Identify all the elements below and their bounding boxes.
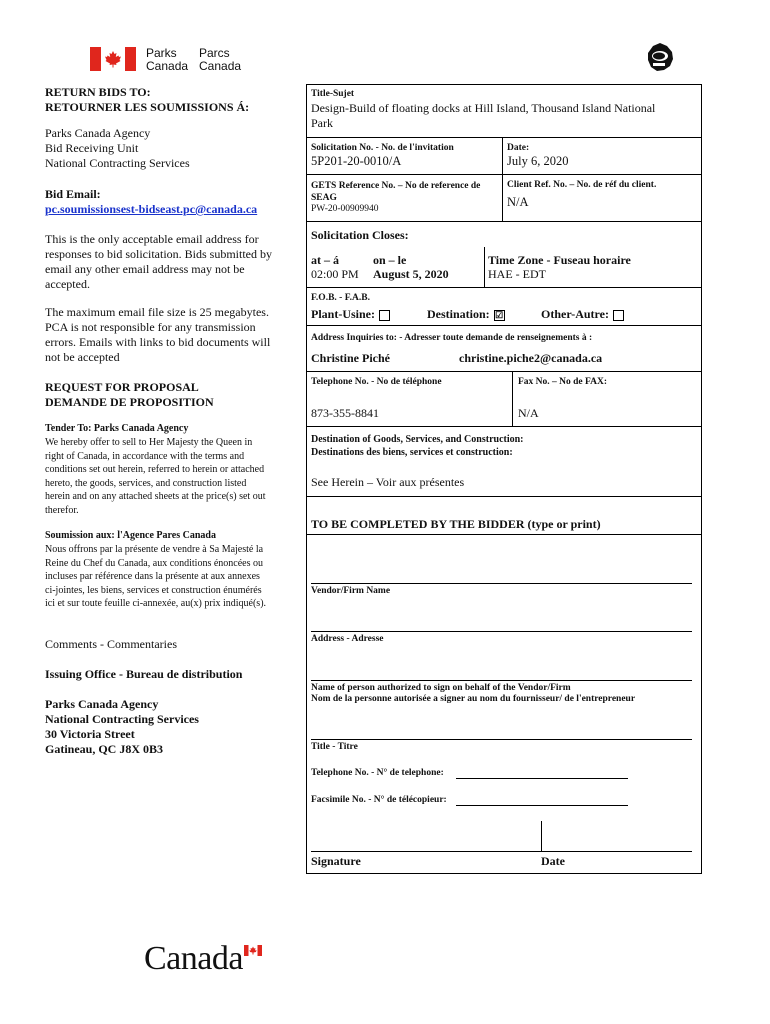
gets-label: GETS Reference No. – No de reference de SEAG (311, 181, 481, 203)
project-title: Design-Build of floating docks at Hill Island, Thousand Island National Park (311, 101, 656, 130)
fob-label: F.O.B. - F.A.B. (311, 293, 370, 303)
other-option: Other-Autre: (541, 307, 624, 322)
date-field[interactable] (543, 821, 691, 849)
title-label: Title-Sujet (311, 89, 355, 99)
bid-email-label: Bid Email: (45, 187, 101, 201)
beaver-emblem-icon (645, 42, 675, 72)
gets-value: PW-20-00909940 (311, 204, 379, 214)
bid-email-link[interactable]: pc.soumissionsest-bidseast.pc@canada.ca (45, 202, 258, 216)
canada-wordmark: Canada (144, 940, 243, 977)
soumission-title: Soumission aux: l'Agence Pares Canada (45, 530, 216, 541)
file-size-note: The maximum email file size is 25 megabytes. PCA is not responsible for any transmission errors. Emails with links to bid documents will not be accepted (45, 305, 271, 364)
email-note: This is the only acceptable email address for responses to bid solicitation. Bids submitted by email any other email address may not be accepted. (45, 232, 272, 291)
tender-title: Tender To: Parks Canada Agency (45, 423, 189, 434)
see-herein: See Herein – Voir aux présentes (311, 475, 465, 489)
telephone-label: Telephone No. - No de téléphone (311, 377, 442, 387)
fax-value: N/A (518, 406, 539, 420)
plant-option: Plant-Usine: (311, 307, 390, 322)
destination-option: Destination: ☑ (427, 307, 504, 321)
return-bids-heading: RETURN BIDS TO: RETOURNER LES SOUMISSIONS Á: (45, 85, 250, 114)
issuing-office-address: Parks Canada Agency National Contracting Services 30 Victoria Street Gatineau, QC J8X 0B3 (45, 697, 199, 756)
destination-checkbox[interactable]: ☑ (495, 309, 504, 320)
telephone-value: 873-355-8841 (311, 406, 379, 420)
contact-email[interactable]: christine.piche2@canada.ca (459, 351, 603, 365)
vendor-name-label: Vendor/Firm Name (311, 586, 391, 596)
address-label: Address - Adresse (311, 634, 384, 644)
tender-text: We hereby offer to sell to Her Majesty the Queen in right of Canada, in accordance with the terms and conditions set out herein, referred to herein or attached hereto, the goods, services, and construction listed herein and on any attached sheets at the price(s) set out therefor. (45, 437, 266, 516)
on-value: August 5, 2020 (373, 267, 449, 281)
vendor-name-field[interactable] (311, 555, 692, 581)
telephone-field[interactable] (456, 763, 628, 778)
solicitation-no: 5P201-20-0010/A (311, 154, 402, 168)
soumission-text: Nous offrons par la présente de vendre à Sa Majesté la Reine du Chef du Canada, aux conditions énoncées ou incluses par référence dans la présente at aux annexes ci-jointes, les biens, services et construction énumérés ici et sur toute feuille ci-annexée, au(x) prix indiqué(s). (45, 544, 267, 609)
authorized-person-label: Name of person authorized to sign on behalf of the Vendor/Firm Nom de la personne autorisée a signer au nom du fournisseur/ de l'entrepreneur (311, 683, 636, 704)
brand-fr: Parcs Canada (199, 46, 242, 73)
on-label: on – le (373, 253, 407, 267)
signature-field[interactable] (311, 821, 539, 849)
signature-date-label: Date (541, 854, 565, 868)
issuing-office-label: Issuing Office - Bureau de distribution (45, 667, 243, 681)
comments-label: Comments - Commentaries (45, 637, 177, 651)
fax-label: Fax No. – No de FAX: (518, 377, 608, 387)
facsimile-field-label: Facsimile No. - N° de télécopieur: (311, 795, 447, 805)
wordmark-flag-icon (244, 945, 262, 956)
plant-checkbox[interactable] (379, 310, 390, 321)
other-checkbox[interactable] (613, 310, 624, 321)
at-label: at – á (311, 253, 339, 267)
solicitation-no-label: Solicitation No. - No. de l'invitation (311, 143, 454, 153)
inquiries-label: Address Inquiries to: - Adresser toute demande de renseignements à : (311, 333, 593, 343)
contact-name: Christine Piché (311, 351, 390, 365)
title-field[interactable] (311, 712, 692, 738)
time-zone-value: HAE - EDT (488, 267, 546, 281)
at-value: 02:00 PM (311, 267, 359, 281)
client-ref-label: Client Ref. No. – No. de réf du client. (507, 180, 657, 190)
destination-goods-label: Destination of Goods, Services, and Construction: Destinations des biens, services et construction: (311, 434, 524, 458)
brand-en: Parks Canada (146, 46, 189, 73)
rfp-heading: REQUEST FOR PROPOSAL DEMANDE DE PROPOSITION (45, 380, 214, 409)
address-field[interactable] (311, 603, 692, 629)
closes-label: Solicitation Closes: (311, 228, 409, 242)
telephone-field-label: Telephone No. - N° de telephone: (311, 768, 444, 778)
bidder-section-title: TO BE COMPLETED BY THE BIDDER (type or print) (311, 517, 601, 531)
signature-label: Signature (311, 854, 361, 868)
return-address: Parks Canada Agency Bid Receiving Unit National Contracting Services (45, 126, 190, 170)
authorized-person-field[interactable] (311, 652, 692, 678)
facsimile-field[interactable] (456, 790, 628, 805)
maple-leaf-icon (104, 50, 122, 68)
title-field-label: Title - Titre (311, 742, 358, 752)
date-value: July 6, 2020 (507, 154, 569, 168)
date-label: Date: (507, 143, 530, 153)
client-ref-value: N/A (507, 195, 529, 209)
time-zone-label: Time Zone - Fuseau horaire (488, 253, 631, 267)
canada-flag-icon (90, 47, 136, 71)
